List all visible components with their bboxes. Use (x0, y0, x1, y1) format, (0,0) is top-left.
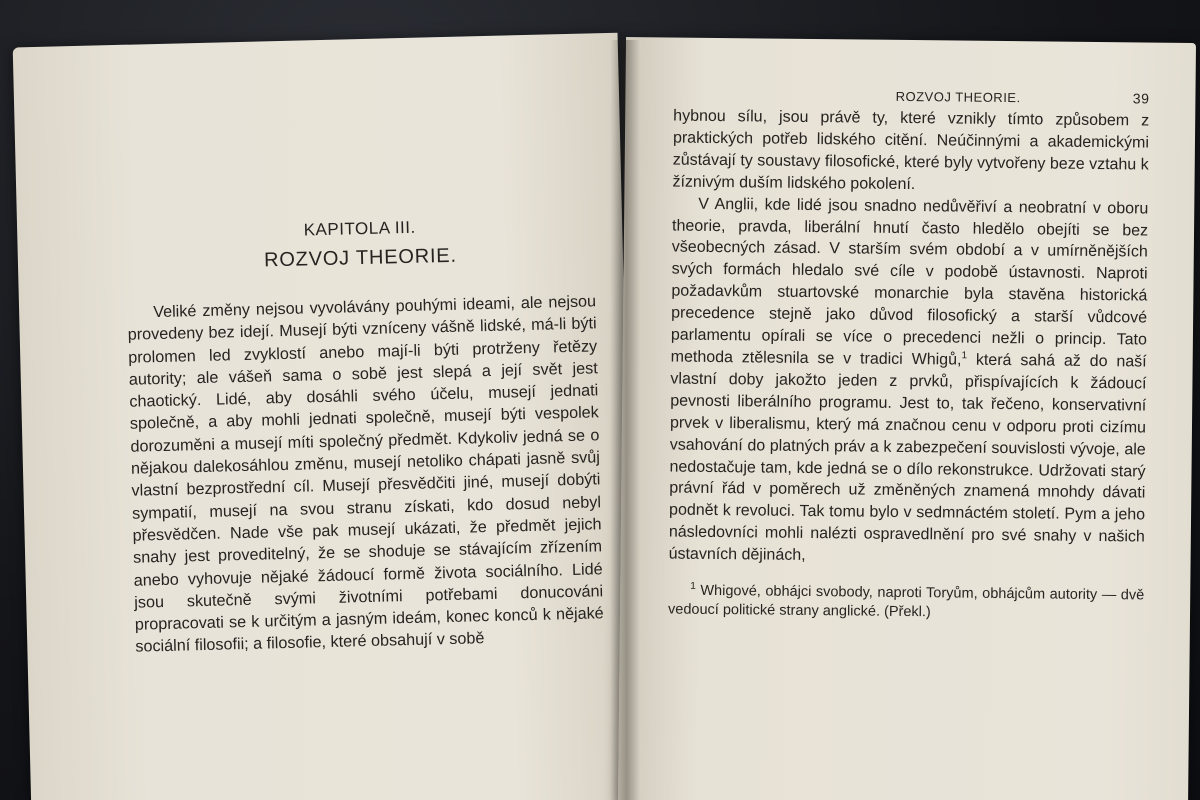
page-number: 39 (1132, 90, 1150, 107)
footnote-marker: 1 (690, 580, 696, 593)
left-page-paragraph: Veliké změny nejsou vyvolávány pouhými ideami, ale nejsou provedeny bez idejí. Musejí býti vzníceny vášně lidské, má-li býti prolomen led zvyklostí anebo mají-li býti protrženy řetězy autority; ale vášeň sama o sobě jest slepá a její svět jest chaotický. Lidé, aby dosáhli svého účelu, musejí jednati společně, a aby mohli jednati společně, musejí býti vespolek dorozuměni a musejí míti společný předmět. Kdykoliv jedná se o nějakou dalekosáhlou změnu, musejí netoliko chápati jasně svůj vlastní bezprostřední cíl. Musejí přesvědčiti jiné, musejí dobýti sympatií, musejí na svou stranu získati, kdo dosud nebyl přesvědčen. Nade vše pak musejí ukázati, že předmět jejich snahy jest proveditelný, že se shoduje se stávajícím zřízením anebo vyhovuje nějaké žádoucí formě života sociálního. Lidé jsou skutečně svými životními potřebami donucováni propracovati se k určitým a jasným ideám, konec konců k nějaké sociální filosofii; a filosofie, které obsahují v sobě (127, 292, 604, 657)
right-page-paragraph-2 (669, 193, 1149, 570)
left-page (13, 33, 637, 800)
right-page-paragraph-1: hybnou sílu, jsou právě ty, které vznikly tímto způsobem z praktických potřeb lidského citění. Neúčinnými a akademickými zůstávají ty soustavy filosofické, které byly vytvořeny beze vztahu k žíznivým duším lidského pokolení. (672, 107, 1150, 193)
chapter-title: ROZVOJ THEORIE. (263, 244, 458, 272)
footnote-text: Whigové, obhájci svobody, naproti Toryům, obhájcům autority — dvě vedoucí politické strany anglické. (Překl.) (667, 582, 1145, 621)
running-head-title: ROZVOJ THEORIE. (895, 88, 1021, 106)
footnote (668, 582, 1144, 625)
paragraph-2-text-after-note: která sahá až do naší vlastní doby jakožto jeden z prvků, přispívajících k žádoucí pevnosti liberálního programu. Jest to, tak řečeno, konservativní prvek v liberalismu, který má značnou cenu v odporu proti cizímu vsahování do platných práv a k zabezpečení souvislosti vývoje, ale nedostačuje tam, kde jedná se o dílo rekonstrukce. Udržovati starý právní řád v poměrech už změněných znamená mnohdy dávati podnět k revoluci. Tak tomu bylo v sedmnáctém století. Pym a jeho následovníci mohli nalézti ospravedlnění pro své snahy v našich ústavních dějinách, (668, 351, 1147, 565)
running-head (673, 86, 1149, 107)
chapter-label: KAPITOLA III. (303, 217, 416, 240)
right-page (618, 37, 1196, 800)
paragraph-2-text-before-note: V Anglii, kde lidé jsou snadno nedůvěřiví a neobratní v oboru theorie, pravda, liberální hnutí často hledělo obejíti se bez všeobecných zásad. V starším svém období a v umírněnějších svých formách hledalo své cíle v podobě ústavnosti. Naproti požadavkům stuartovské monarchie byla stavěna historická precedence stejně jako důvod filosofický a starší vůdcové parlamentu opírali se více o precedenci nežli o princip. Tato methoda ztělesnila se v tradici Whigů, (670, 195, 1149, 369)
footnote-reference-marker: 1 (961, 350, 968, 362)
